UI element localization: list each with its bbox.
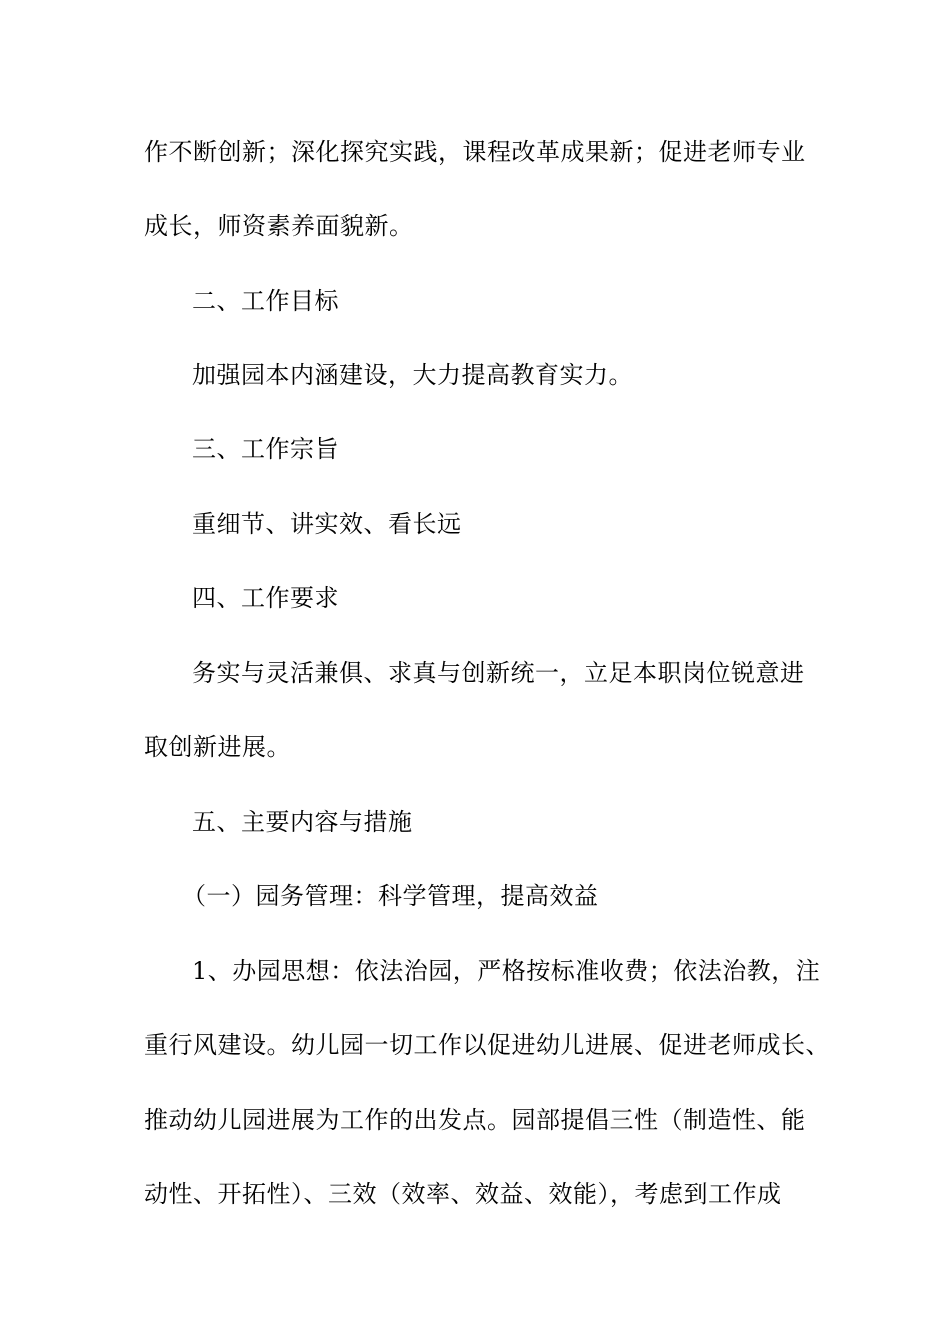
section-heading: 四、工作要求 <box>192 584 339 612</box>
section-heading: 五、主要内容与措施 <box>192 808 413 836</box>
subsection-heading: （一）园务管理：科学管理，提高效益 <box>182 882 599 910</box>
section-heading: 二、工作目标 <box>192 287 339 315</box>
paragraph-line: 成长，师资素养面貌新。 <box>144 212 414 240</box>
section-heading: 三、工作宗旨 <box>192 435 339 463</box>
paragraph-line: 加强园本内涵建设，大力提高教育实力。 <box>192 361 633 389</box>
paragraph-line: 推动幼儿园进展为工作的出发点。园部提倡三性（制造性、能 <box>144 1106 806 1134</box>
paragraph-line: 重细节、讲实效、看长远 <box>192 510 462 538</box>
paragraph-line: 重行风建设。幼儿园一切工作以促进幼儿进展、促进老师成长、 <box>144 1031 830 1059</box>
paragraph-line: 取创新进展。 <box>144 733 291 761</box>
paragraph-line: 作不断创新；深化探究实践，课程改革成果新；促进老师专业 <box>144 138 806 166</box>
paragraph-line: 务实与灵活兼俱、求真与创新统一，立足本职岗位锐意进 <box>192 659 805 687</box>
paragraph-line: 1、办园思想：依法治园，严格按标准收费；依法治教，注 <box>192 957 821 985</box>
paragraph-line: 动性、开拓性）、三效（效率、效益、效能），考虑到工作成 <box>144 1180 782 1208</box>
